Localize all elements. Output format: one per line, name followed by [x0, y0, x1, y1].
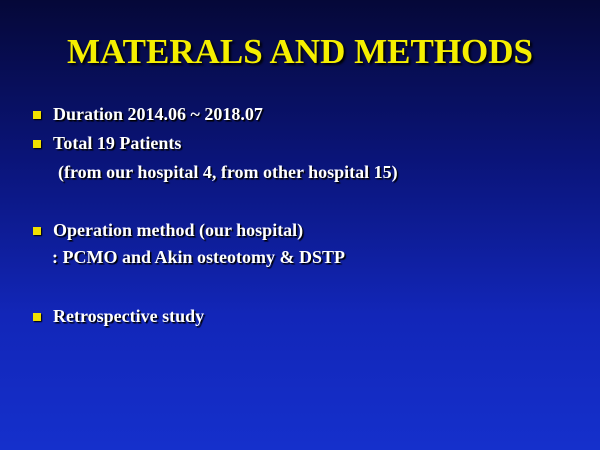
bullet-item-operation-method — [33, 220, 303, 241]
square-bullet-icon — [33, 111, 41, 119]
square-bullet-icon — [33, 313, 41, 321]
bullet-text: Total 19 Patients — [53, 133, 182, 153]
bullet-text: Retrospective study — [53, 306, 205, 326]
bullet-item-duration — [33, 104, 263, 125]
square-bullet-icon — [33, 140, 41, 148]
bullet-item-patients — [33, 133, 181, 154]
square-bullet-icon — [33, 227, 41, 235]
sub-item-patient-sources: (from our hospital 4, from other hospital 15) — [58, 162, 398, 182]
bullet-text: Duration 2014.06 ~ 2018.07 — [53, 104, 263, 124]
bullet-item-study-type — [33, 306, 204, 327]
bullet-text: Operation method (our hospital) — [53, 220, 304, 240]
slide-title: MATERALS AND METHODS — [66, 32, 534, 71]
sub-item-operation-detail: : PCMO and Akin osteotomy & DSTP — [52, 247, 346, 267]
